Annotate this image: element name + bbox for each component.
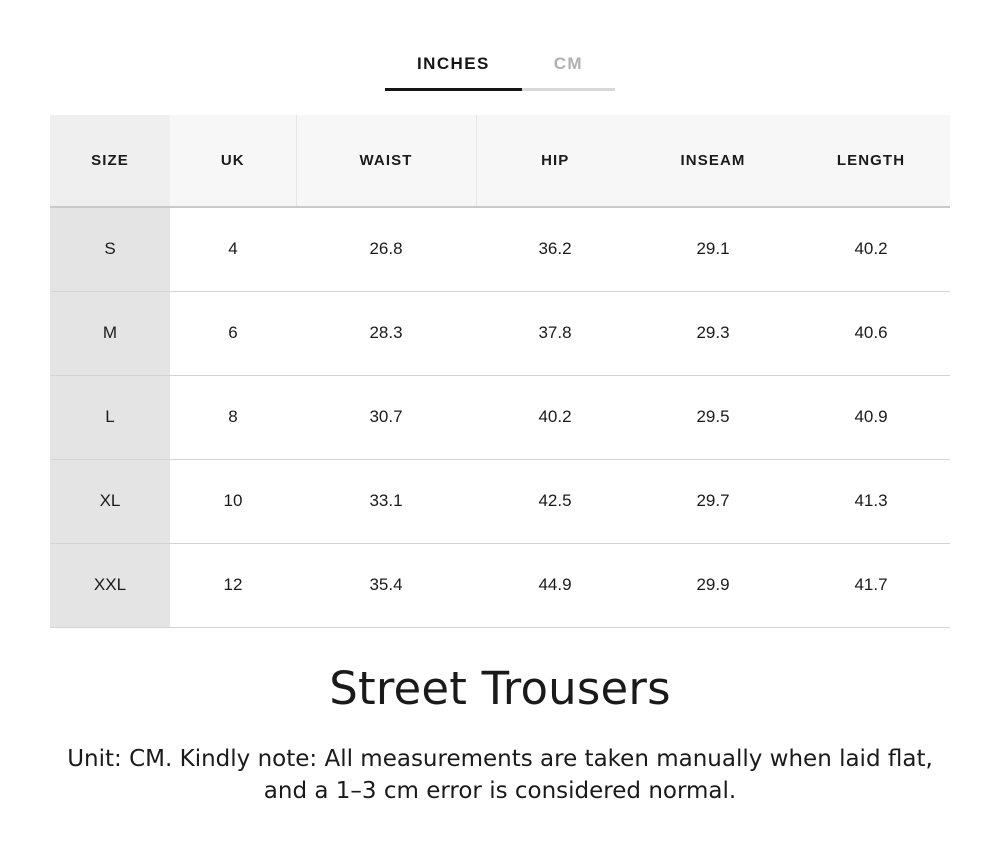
- cell-uk: 12: [170, 543, 296, 627]
- table-row: [50, 459, 950, 543]
- unit-tab-bar: [0, 0, 1000, 91]
- table-row: [50, 375, 950, 459]
- cell-waist: 35.4: [296, 543, 476, 627]
- column-header-hip: HIP: [476, 115, 634, 207]
- cell-inseam: 29.5: [634, 375, 792, 459]
- cell-length: 40.2: [792, 207, 950, 291]
- cell-hip: 42.5: [476, 459, 634, 543]
- cell-size: S: [50, 207, 170, 291]
- cell-inseam: 29.7: [634, 459, 792, 543]
- column-header-waist: WAIST: [296, 115, 476, 207]
- tab-cm[interactable]: CM: [522, 48, 615, 91]
- cell-size: L: [50, 375, 170, 459]
- cell-uk: 6: [170, 291, 296, 375]
- cell-hip: 37.8: [476, 291, 634, 375]
- tab-inches[interactable]: INCHES: [385, 48, 522, 91]
- cell-inseam: 29.9: [634, 543, 792, 627]
- cell-length: 40.9: [792, 375, 950, 459]
- cell-hip: 40.2: [476, 375, 634, 459]
- cell-length: 41.7: [792, 543, 950, 627]
- column-header-inseam: INSEAM: [634, 115, 792, 207]
- cell-hip: 36.2: [476, 207, 634, 291]
- cell-hip: 44.9: [476, 543, 634, 627]
- cell-length: 40.6: [792, 291, 950, 375]
- column-header-uk: UK: [170, 115, 296, 207]
- cell-waist: 33.1: [296, 459, 476, 543]
- cell-inseam: 29.1: [634, 207, 792, 291]
- table-body: [50, 207, 950, 627]
- cell-uk: 10: [170, 459, 296, 543]
- table-header: [50, 115, 950, 207]
- cell-size: M: [50, 291, 170, 375]
- cell-size: XL: [50, 459, 170, 543]
- column-header-size: SIZE: [50, 115, 170, 207]
- cell-waist: 26.8: [296, 207, 476, 291]
- size-table: [50, 115, 950, 628]
- table-row: [50, 543, 950, 627]
- column-header-length: LENGTH: [792, 115, 950, 207]
- cell-waist: 30.7: [296, 375, 476, 459]
- cell-length: 41.3: [792, 459, 950, 543]
- cell-waist: 28.3: [296, 291, 476, 375]
- cell-size: XXL: [50, 543, 170, 627]
- table-header-row: [50, 115, 950, 207]
- table-row: [50, 207, 950, 291]
- page-title: Street Trousers: [329, 661, 671, 715]
- cell-inseam: 29.3: [634, 291, 792, 375]
- cell-uk: 4: [170, 207, 296, 291]
- table-row: [50, 291, 950, 375]
- measurement-note: Unit: CM. Kindly note: All measurements are taken manually when laid flat, and a 1–3 cm error is considered normal.: [67, 745, 933, 805]
- cell-uk: 8: [170, 375, 296, 459]
- size-table-container: [50, 115, 950, 628]
